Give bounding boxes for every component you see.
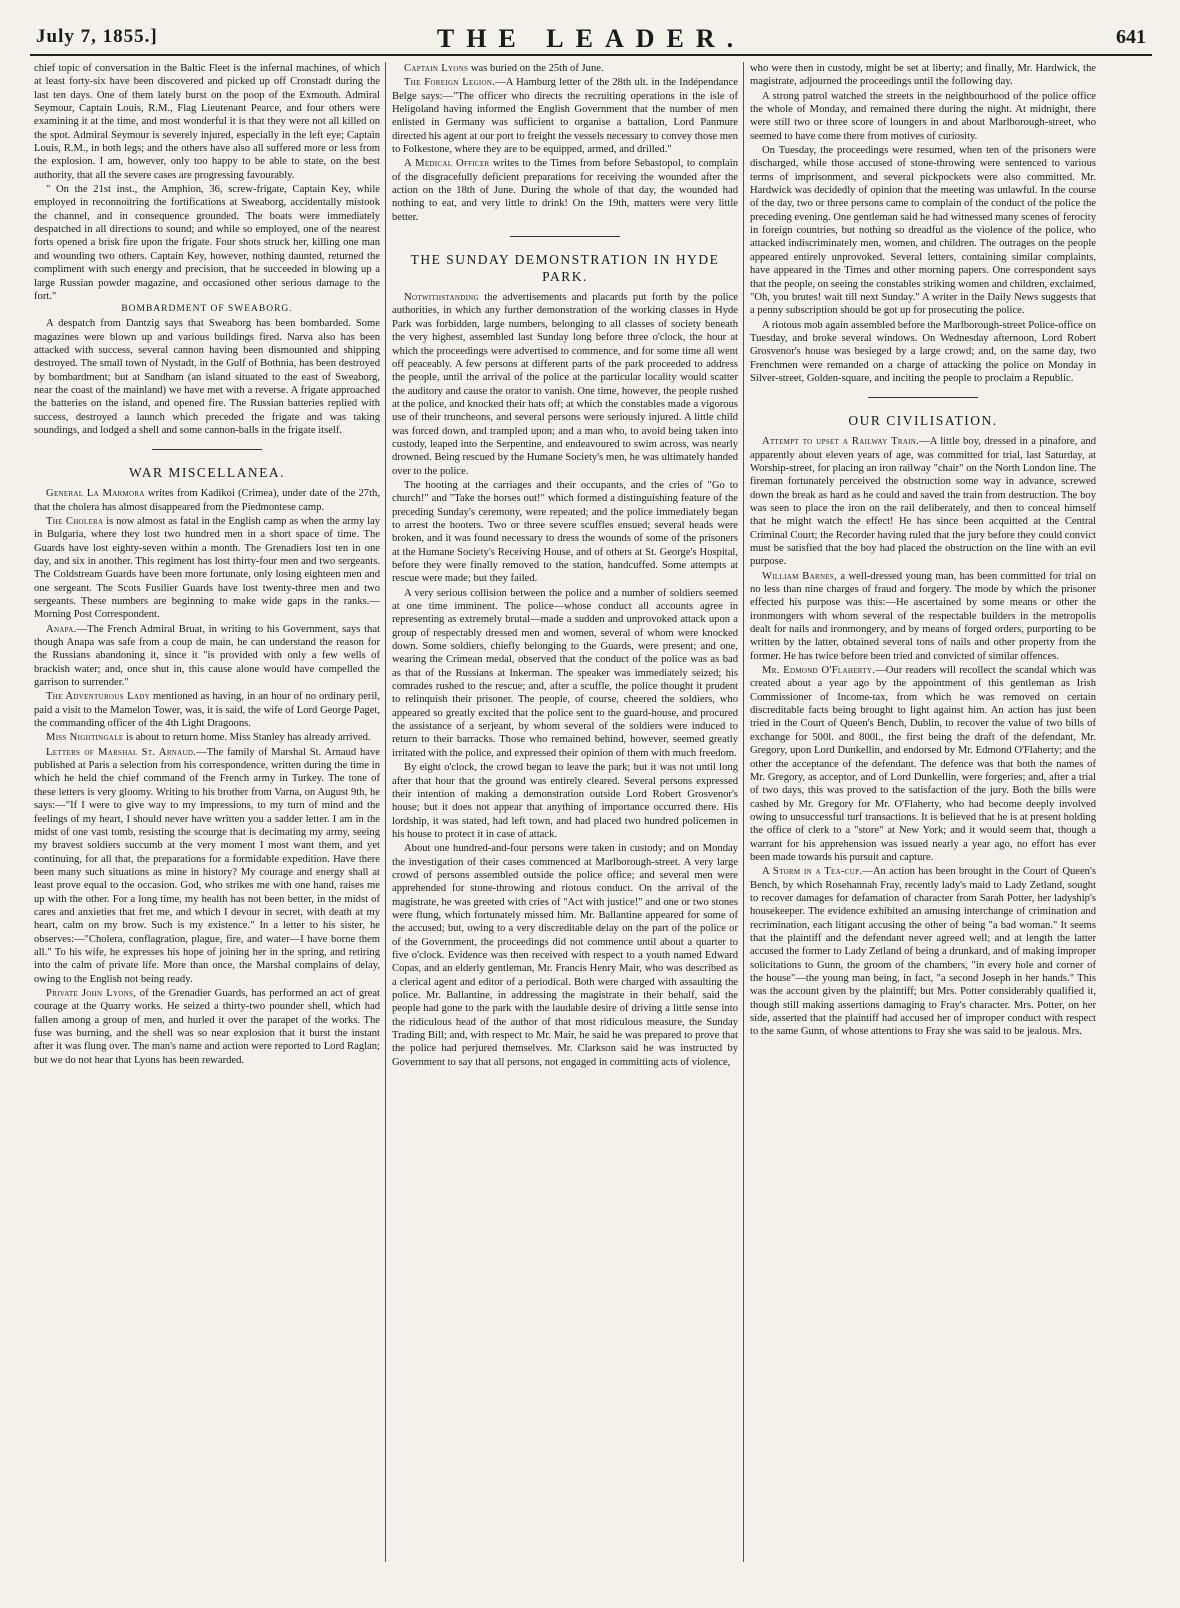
section-rule: [868, 397, 978, 398]
paragraph-lead: A Storm in a Tea-cup.: [762, 866, 863, 878]
paragraph: A despatch from Dantzig says that Sweaborg has been bombarded. Some magazines were blown up and various buildings fired. Narva also has been attacked with success, several cannon having been dismounted and shipping destroyed. The small town of Nystadt, in the Gulf of Bothnia, has been destroyed by bombardment; but at Sandham (an island situated to the east of Sweaborg, near the coast of the mainland) we have met with a reverse. A frigate approached the batteries on the island, and opened fire. The Russian batteries replied with success, destroyed a launch which preceded the frigate and was taking soundings, and lodged a shell and some cannon-balls in the frigate itself.: [34, 318, 380, 436]
paragraph: Anapa.—The French Admiral Bruat, in writing to his Government, says that though Anapa was safe from a coup de main, he can understand the reason for the Russians abandoning it, since it "is provided with only a few wells of brackish water; and, once shut in, this cause alone would have compelled the garrison to surrender.": [34, 623, 380, 689]
paragraph: Letters of Marshal St. Arnaud.—The family of Marshal St. Arnaud have published at Paris a selection from his correspondence, written during the time in which he held the chief command of the French army in Turkey. The tone of these letters is very gloomy. Writing to his brother from Varna, on August 9th, he says:—"If I were to give way to my impressions, to my turn of mind and the feelings of my heart, I should never have written you a sadder letter. I am in the midst of one vast tomb, resisting the scourge that is decimating my army, seeing my bravest soldiers succumb at the very moment I most want them, and yet continuing, for all that, the preparations for a formidable expedition. Have there been many such situations as mine in history? My courage and energy shall at least prove equal to the occasion. God, who strikes me with one hand, raises me up with the other. For a long time, my health has not been better, in the midst of cares and anxieties that fret me, and which I devour in secret, with death at my heart, calm on my brow. Such is my existence." In a letter to his sister, he observes:—"Cholera, conflagration, plague, fire, and water—I have borne them all." To his wife, he expresses his hope of joining her in the spring, and retiring into the calm of private life. More than once, the Marshal complains of delay, owing to the English not being ready.: [34, 746, 380, 985]
paragraph-lead: Captain Lyons: [404, 63, 469, 74]
paragraph: General La Marmora writes from Kadikoi (Crimea), under date of the 27th, that the cholera has almost disappeared from the Piedmontese camp.: [34, 488, 380, 513]
column-divider: [743, 62, 744, 1562]
column-3: [750, 62, 1096, 1040]
subheading: BOMBARDMENT OF SWEABORG.: [121, 304, 293, 315]
paragraph-lead: A Medical Officer: [404, 158, 490, 170]
paragraph: Private John Lyons, of the Grenadier Guards, has performed an act of great courage at the Quarry works. He seized a thirty-two pounder shell, which had fallen among a group of men, and hurled it over the parapet of the works. The fuse was burning, and the shell was so near explosion that it burst the instant after it was flung over. The man's name and action were reported to Lord Raglan; but we do not hear that Lyons has been rewarded.: [34, 987, 380, 1066]
paragraph: A Storm in a Tea-cup.—An action has been brought in the Court of Queen's Bench, by which Rosehannah Fray, recently lady's maid to Lady Zetland, sought to recover damages for defamation of character from Sarah Potter, her ladyship's housekeeper. The evidence exhibited an amusing interchange of crimination and recrimination, each litigant accusing the other of being "a bad woman." It seems that the plaintiff and the defendant never agreed well; and at length the latter accused the former to Lady Zetland of being a drunkard, and of making improper solicitations to Gunn, the groom of the chambers, "in every hole and corner of the house"—the young man being, in fact, "a second Joseph in her hands." This was the account given by the plaintiff; but Mrs. Potter considerably qualified it, though still making assertions damaging to Fray's character. Mrs. Potter, on her side, asserted that the plaintiff had accused her of improper conduct with respect to the same Gunn, of whose attentions to Fray she was said to be jealous. Mrs.: [750, 866, 1097, 1038]
section-rule: [152, 449, 262, 450]
paragraph: A very serious collision between the police and a number of soldiers seemed at one time imminent. The police—whose conduct all accounts agree in representing as extremely brutal—made a sudden and unprovoked attack upon a group of respectably dressed men and women, several of whom were knocked down. Some soldiers, chiefly belonging to the Guards, were present; and one, wearing the Crimean medal, observed that the conduct of the police was as bad as that of the Russians at Inkerman. The speaker was immediately seized; his comrades rushed to the rescue; and, after a scuffle, the police thought it prudent to relinquish their prisoner. The people, of course, cheered the soldiers, who appeared so greatly excited that the police sent to the guard-house, and procured the assistance of a serjeant, by whom several of the soldiers were induced to return to their barracks. Those who remained behind, however, seemed greatly irritated with the police, and expressed their opinion of them with much freedom.: [392, 587, 738, 759]
paragraph: Attempt to upset a Railway Train.—A little boy, dressed in a pinafore, and apparently about eleven years of age, was committed for trial, last Saturday, at Worship-street, for placing an iron railway "chair" on the North London line. The fireman fortunately perceived the obstruction some way in advance, screwed down the break as hard as he could and saved the train from destruction. The boy was seen to place the iron on the rail deliberately, and then to conceal himself that he might watch the effect! He has since been acquitted at the Central Criminal Court; the Recorder having ruled that the jury before they could convict must be satisfied that the boy had placed the obstruction on the line with an evil purpose.: [750, 436, 1097, 568]
paragraph: A strong patrol watched the streets in the neighbourhood of the police office the whole of Monday, and remained there during the night. At midnight, there were still two or three score of loungers in and about Marlborough-street, who seemed to have come there from motives of curiosity.: [750, 90, 1096, 142]
paragraph-lead: William Barnes,: [762, 570, 838, 582]
issue-date: July 7, 1855.]: [36, 26, 158, 47]
paragraph-lead: Mr. Edmond O'Flaherty.: [762, 665, 876, 677]
paragraph: Notwithstanding the advertisements and placards put forth by the police authorities, in which any further demonstration of the working classes in Hyde Park was forbidden, large numbers, belonging to all classes of society beneath the very highest, assembled last Sunday long before three o'clock, the hour at which the proceedings were advertised to commence, and for some time all went off peaceably. A few persons at different parts of the park proceeded to address the people, until the arrival of the police at the particular locality would scatter the auditory and cause the orator to vanish. One time, however, the people rushed at the police, and knocked their hats off; at which the constables made a vigorous use of their truncheons, and several persons were seriously injured. A little child was forced down, and trampled upon; and a man who, to avoid being taken into custody, leaped into the Serpentine, and endeavoured to swim across, was nearly drowned. Being rescued by the Humane Society's men, he was ultimately handed over to the police.: [392, 292, 738, 477]
paragraph: Miss Nightingale is about to return home. Miss Stanley has already arrived.: [46, 732, 371, 744]
paragraph-lead: Attempt to upset a Railway Train.: [762, 436, 920, 448]
paragraph-lead: Letters of Marshal St. Arnaud.: [46, 746, 197, 758]
paragraph-lead: Private John Lyons,: [46, 987, 137, 999]
page-number: 641: [1116, 26, 1146, 48]
paragraph: A riotous mob again assembled before the Marlborough-street Police-office on Tuesday, and broke several windows. On Wednesday afternoon, Lord Robert Grosvenor's house was besieged by a large crowd; and, on the same day, two Frenchmen were remanded on a charge of attacking the police on Monday in Silver-street, Golden-square, and inciting the people to proclaim a Republic.: [750, 319, 1096, 384]
paragraph-lead: The Adventurous Lady: [46, 691, 150, 703]
paragraph: " On the 21st inst., the Amphion, 36, screw-frigate, Captain Key, while employed in reconnoitring the fortifications at Sweaborg, accidentally mistook the channel, and in consequence grounded. The boats were immediately despatched in all directions to sound; and while so employed, one of the nearest forts opened a brisk fire upon the frigate. Four shots struck her, killing one man and wounding two others. Captain Key, however, nothing daunted, returned the compliment with such energy and precision, that he succeeded in blowing up a large Russian powder magazine, and occasioned other serious damage to the fort.": [34, 184, 380, 302]
paragraph: Mr. Edmond O'Flaherty.—Our readers will recollect the scandal which was created about a year ago by the appointment of this gentleman as Irish Commissioner of Income-tax, from which he was removed on certain discreditable facts being brought to light against him. An action has just been tried in the Court of Queen's Bench, Dublin, to recover the value of two bills of exchange for 500l. and 800l., the first being the draft of the defendant, Mr. Gregory, upon Lord Dunkellin, and endorsed by Mr. Edmond O'Flaherty; and the other the acceptance of the defendant. The defence was that both the names of Mr. Gregory, as acceptor, and of Lord Dunkellin, were forgeries; and, after a trial of two days, this was proved to the satisfaction of the jury. Both the bills were cashed by Mr. Gregory for Mr. O'Flaherty, who had become deeply involved owing to unsuccessful turf transactions. It is believed that he is at present holding the office of clerk to a "store" at New York; and it would seem that, though a warrant for his apprehension was issued nearly a year ago, no effort has ever been made towards his pursuit and capture.: [750, 665, 1096, 863]
paragraph-lead: Anapa.: [46, 623, 77, 635]
paragraph: On Tuesday, the proceedings were resumed, when ten of the prisoners were discharged, while those accused of stone-throwing were sentenced to various terms of imprisonment, and several pickpockets were also committed. Mr. Hardwick was decidedly of opinion that the meeting was unlawful. In the course of the day, two or three persons came to complain of the conduct of the police the preceding evening. One gentleman said he had witnessed many scenes of ferocity in foreign countries, but nothing so dreadful as the violence of the police, who attacked indiscriminately men, women, and children. The outrages on the people appeared entirely unprovoked. Several letters, containing similar complaints, have appeared in the Times and other morning papers. One correspondent says that the people, on seeing the constables striking women and children, exclaimed, "Oh, you brutes! wait till next Sunday." A writer in the Daily News suggests that a penny subscription should be got up for prosecuting the police.: [750, 145, 1096, 317]
masthead: [30, 20, 1152, 56]
column-divider: [385, 62, 386, 1562]
paragraph: A Medical Officer writes to the Times from before Sebastopol, to complain of the disgracefully deficient preparations for receiving the wounded after the action on the 18th of June. During the whole of that day, the wounded had nothing to eat, and very little to drink! On the 19th, matters were very little better.: [392, 158, 738, 223]
paragraph: chief topic of conversation in the Baltic Fleet is the infernal machines, of which at least forty-six have been discovered and picked up off Cronstadt during the last ten days. One of them lately burst on the poop of the Exmouth. Admiral Seymour, Captain Louis, R.M., Flag Lieutenant Pearce, and four others were examining it at the time, and most wonderful it is that they were not all killed on the spot. Admiral Seymour is severely injured, especially in the left eye; Captain Louis, R.M., in both legs; and the others have also all suffered more or less from the explosion. I am, however, only too happy to be able to state, on the best authority, that all the severe cases are progressing favourably.: [34, 63, 380, 181]
paragraph: The Adventurous Lady mentioned as having, in an hour of no ordinary peril, paid a visit to the Mamelon Tower, was, it is said, the wife of Lord George Paget, the commanding officer of the 4th Light Dragoons.: [34, 691, 380, 730]
paragraph-lead: The Foreign Legion.: [404, 77, 496, 89]
paragraph: The Cholera is now almost as fatal in the English camp as when the army lay in Bulgaria, where they lost two hundred men in a short space of time. The Guards have lost eighty-seven within a month. The Grenadiers lost ten in one day, and six in another. This regiment has lost thirty-four men and two sergeants. The Coldstream Guards have been more fortunate, only losing eighteen men and one sergeant. The Scots Fusilier Guards have lost twenty-three men and two sergeants. These numbers are beginning to make wide gaps in the ranks.—Morning Post Correspondent.: [34, 515, 381, 621]
paragraph: William Barnes, a well-dressed young man, has been committed for trial on no less than nine charges of fraud and forgery. The mode by which the prisoner effected his purpose was this:—He ascertained by some means or other the ironmongers with whom several of the respectable builders in the metropolis dealt for nails and ironmongery, and by means of forged orders, purporting to be written by the latter, obtained several tons of nails and other property from the former. He has twice before been tried and convicted of similar offences.: [750, 570, 1096, 662]
column-2: [392, 62, 738, 1070]
paragraph: The hooting at the carriages and their occupants, and the cries of "Go to church!" and "Take the horses out!" which formed a distinguishing feature of the preceding Sunday's ceremony, were repeated; and the police immediately began to arrest the hooters. Two or three severe scuffles ensued; several heads were broken, and it was found necessary to dress the wounds of some of the prisoners at the Humane Society's Receiving House, and of others at St. George's Hospital, before they were finally removed to the station, handcuffed. Some attempts at rescue were made; but they failed.: [392, 479, 738, 585]
section-heading: WAR MISCELLANEA.: [129, 465, 285, 481]
paragraph: who were then in custody, might be set at liberty; and finally, Mr. Hardwick, the magistrate, adjourned the proceedings until the following day.: [750, 63, 1096, 88]
paragraph-lead: General La Marmora: [46, 488, 145, 500]
column-1: [34, 62, 380, 1068]
paragraph-lead: Notwithstanding: [404, 292, 479, 304]
section-rule: [510, 236, 620, 237]
paragraph-lead: The Cholera: [46, 515, 104, 527]
section-heading: OUR CIVILISATION.: [848, 413, 998, 429]
paragraph: About one hundred-and-four persons were taken in custody; and on Monday the investigation of their cases commenced at Marlborough-street. A very large crowd of persons assembled outside the police office; and several men were apprehended for stone-throwing and riotous conduct. On the arrival of the magistrate, he was greeted with cries of "Act with justice!" and one or two stones were flung, which fortunately missed him. Mr. Ballantine appeared for some of the accused; but, owing to a very discreditable delay on the part of the police or of the Government, the proceedings did not commence until about a quarter to five o'clock. Evidence was then received with respect to a youth named Edward Copas, and an elderly gentleman, Mr. Francis Henry Mair, who was described as a clerical agent and editor of a periodical. Both were charged with assaulting the police. Mr. Ballantine, in addressing the magistrate in their behalf, said the people had gone to the park with the laudable desire of driving a little sense into the ridiculous head of the author of that most ridiculous measure, the Sunday Trading Bill; and, with respect to Mr. Mair, he said he was prepared to prove that the police had perjured themselves. Mr. Clarkson said he was instructed by Government to say that all persons, not engaged in committing acts of violence,: [392, 843, 738, 1068]
section-heading: THE SUNDAY DEMONSTRATION IN HYDE PARK.: [410, 252, 720, 285]
paragraph: Captain Lyons was buried on the 25th of June.: [404, 63, 604, 74]
paragraph: The Foreign Legion.—A Hamburg letter of the 28th ult. in the Indépendance Belge says:—"The officer who directs the recruiting operations in the isle of Heligoland having informed the English Government that the number of men enlisted in Germany was sufficient to organise a battalion, Lord Panmure directed his agent at our port to freight the vessels necessary to convey those men to Folkestone, where they are to be equipped, armed, and drilled.": [392, 77, 738, 156]
newspaper-title: THE LEADER.: [436, 24, 746, 53]
paragraph-lead: Miss Nightingale: [46, 732, 124, 744]
paragraph: By eight o'clock, the crowd began to leave the park; but it was not until long after that hour that the ground was entirely cleared. Several persons expressed their intention of making a demonstration outside Lord Robert Grosvenor's house; but it does not appear that anything of importance occurred there. His lordship, it was stated, had left town, and had placed two hundred policemen in his house to protect it in case of attack.: [392, 762, 738, 840]
